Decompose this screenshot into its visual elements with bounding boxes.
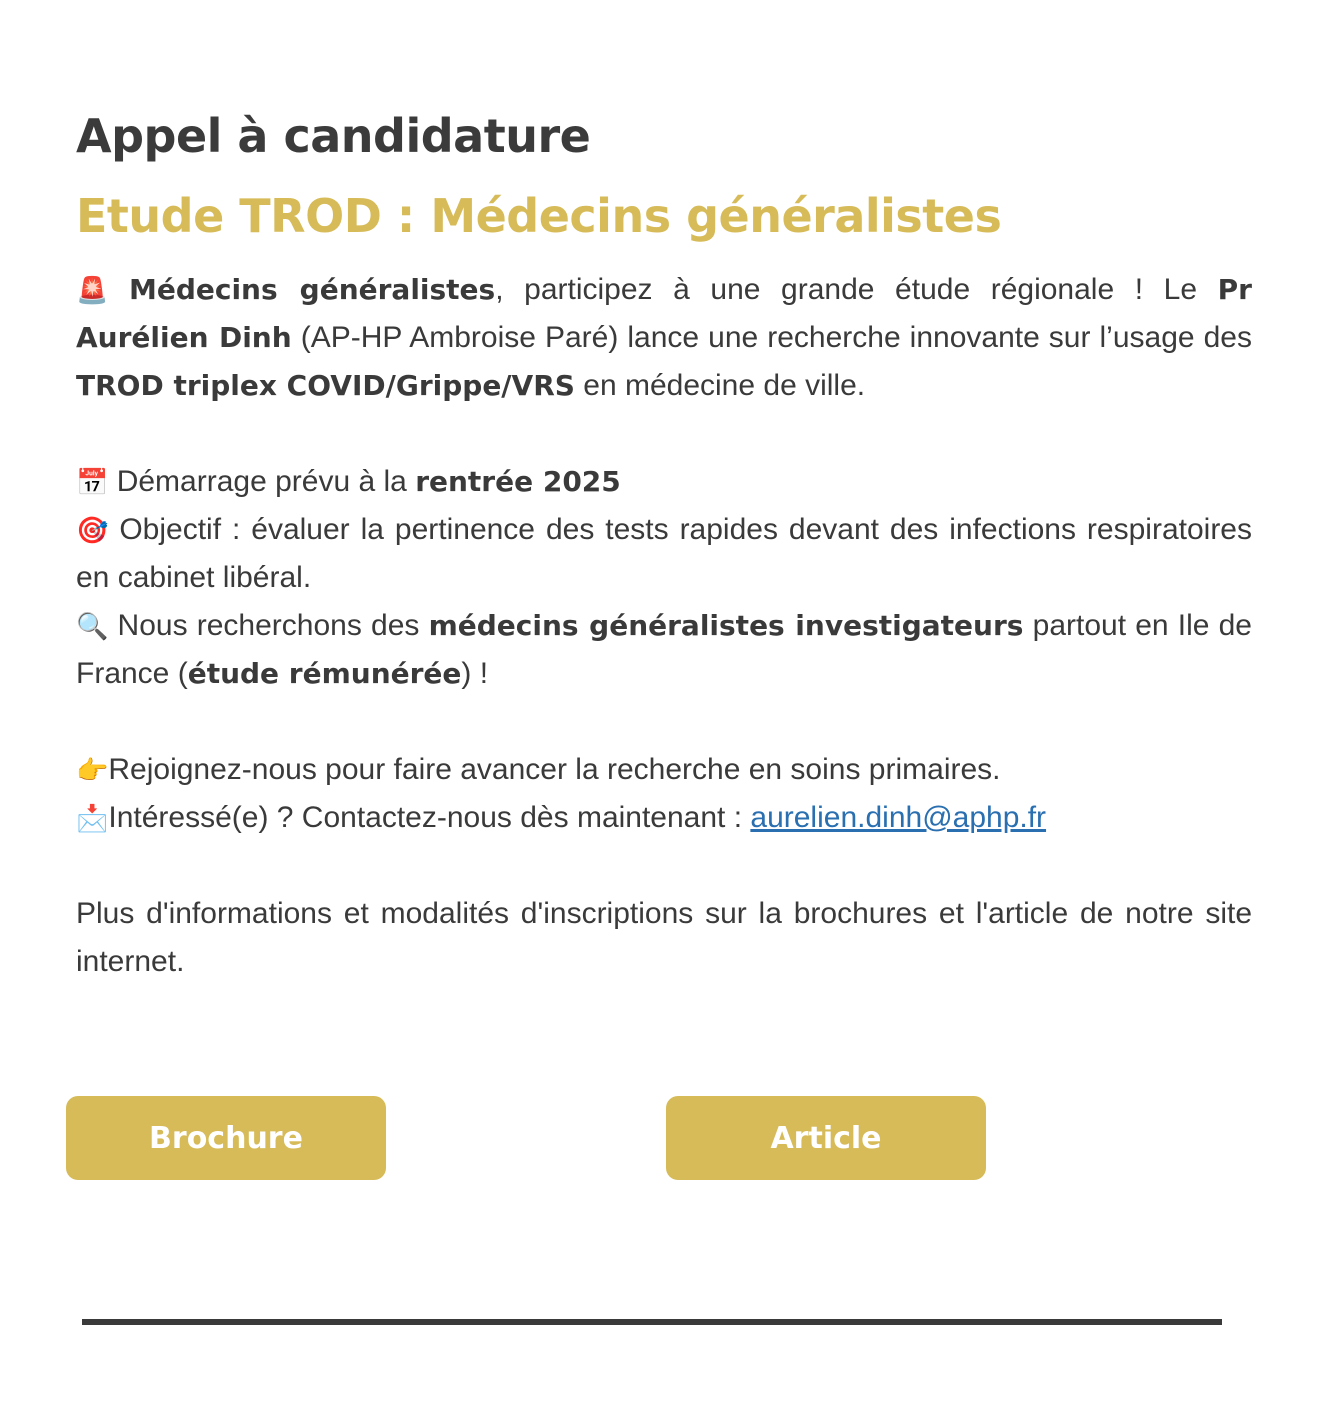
join-line xyxy=(76,746,1252,794)
page-subtitle: Etude TROD : Médecins généralistes xyxy=(76,189,1002,243)
email-link[interactable]: aurelien.dinh@aphp.fr xyxy=(750,801,1047,834)
rotating-light-icon: 🚨 xyxy=(76,275,109,305)
contact-text: Intéressé(e) ? Contactez-nous dès maintenant : xyxy=(108,801,751,834)
intro-paragraph xyxy=(76,266,1252,410)
search-text-1: Nous recherchons des xyxy=(108,609,429,642)
brochure-button[interactable]: Brochure xyxy=(66,1096,386,1180)
intro-text-1: , participez à une grande étude régionale ! Le xyxy=(495,273,1218,306)
article-button[interactable]: Article xyxy=(666,1096,986,1180)
spacer xyxy=(76,698,1252,746)
start-line xyxy=(76,458,1252,506)
intro-text-2: (AP-HP Ambroise Paré) lance une recherche innovante sur l’usage des xyxy=(291,321,1252,354)
search-bold-investigators: médecins généralistes investigateurs xyxy=(428,609,1024,642)
intro-bold-trod: TROD triplex COVID/Grippe/VRS xyxy=(76,369,575,402)
spacer xyxy=(76,842,1252,890)
pointing-hand-icon: 👉 xyxy=(76,755,109,785)
email-content xyxy=(76,108,1252,986)
search-line xyxy=(76,602,1252,698)
spacer xyxy=(76,410,1252,458)
more-info-paragraph: Plus d'informations et modalités d'inscriptions sur la brochures et l'article de notre site internet. xyxy=(76,897,1252,978)
contact-line xyxy=(76,794,1252,842)
start-bold: rentrée 2025 xyxy=(415,465,621,498)
objective-line xyxy=(76,506,1252,602)
search-bold-paid: étude rémunérée xyxy=(187,657,462,690)
start-text: Démarrage prévu à la xyxy=(108,465,416,498)
intro-bold-doctors: Médecins généralistes xyxy=(128,273,496,306)
intro-bold-professor: Pr Aurélien Dinh xyxy=(76,273,1252,354)
objective-text: Objectif : évaluer la pertinence des tests rapides devant des infections respiratoires en cabinet libéral. xyxy=(76,513,1252,594)
page-title: Appel à candidature xyxy=(76,109,591,163)
join-text: Rejoignez-nous pour faire avancer la recherche en soins primaires. xyxy=(108,753,1001,786)
footer-divider xyxy=(82,1319,1222,1325)
calendar-icon: 📅 xyxy=(76,467,109,497)
envelope-arrow-icon: 📩 xyxy=(76,803,109,833)
search-text-2: partout en Ile de France ( xyxy=(76,609,1252,690)
magnifier-icon: 🔍 xyxy=(76,611,109,641)
target-icon: 🎯 xyxy=(76,515,109,545)
search-text-3: ) ! xyxy=(461,657,489,690)
intro-text-3: en médecine de ville. xyxy=(574,369,866,402)
